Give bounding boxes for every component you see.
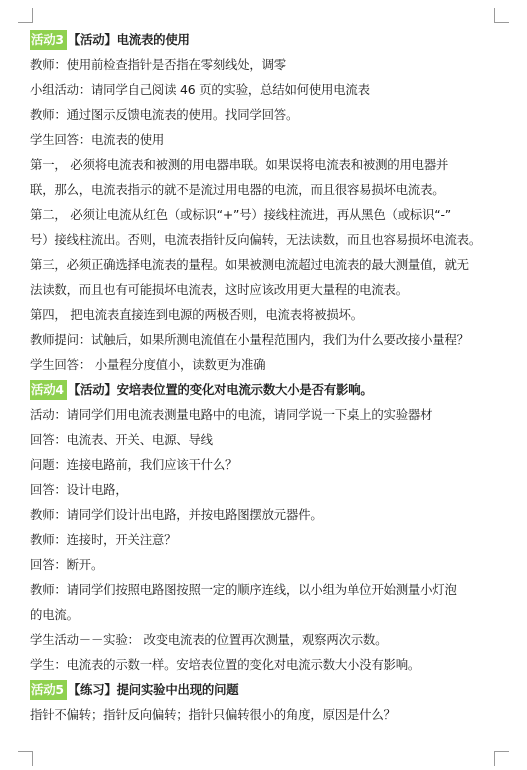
paragraph-line: 指针不偏转；指针反向偏转；指针只偏转很小的角度，原因是什么？ xyxy=(30,707,396,722)
activity-tag: 活动5 xyxy=(30,680,67,700)
paragraph-line: 的电流。 xyxy=(30,607,79,622)
paragraph-line: 教师：通过图示反馈电流表的使用。找同学回答。 xyxy=(30,107,299,122)
paragraph-line: 第二， 必须让电流从红色（或标识“+”号）接线柱流进，再从黑色（或标识“-” xyxy=(30,207,451,222)
paragraph-line: 教师：连接时，开关注意？ xyxy=(30,532,177,547)
paragraph-line: 教师：请同学们设计出电路，并按电路图摆放元器件。 xyxy=(30,507,323,522)
paragraph-line: 学生回答：电流表的使用 xyxy=(30,132,165,147)
paragraph-line: 问题：连接电路前，我们应该干什么？ xyxy=(30,457,238,472)
document-body xyxy=(30,27,505,727)
paragraph-line: 学生活动－－实验： 改变电流表的位置再次测量，观察两次示数。 xyxy=(30,632,388,647)
page-corner-mark xyxy=(494,751,509,766)
paragraph-line: 教师：使用前检查指针是否指在零刻线处，调零 xyxy=(30,57,287,72)
section-title: 【活动】电流表的使用 xyxy=(67,32,190,47)
paragraph-line: 回答：断开。 xyxy=(30,557,104,572)
section-heading xyxy=(30,377,505,402)
paragraph-line: 回答：设计电路， xyxy=(30,482,128,497)
section-heading xyxy=(30,677,505,702)
page-corner-mark xyxy=(18,751,33,766)
paragraph-line: 教师提问：试触后，如果所测电流值在小量程范围内，我们为什么要改接小量程？ xyxy=(30,332,469,347)
paragraph-line: 学生：电流表的示数一样。安培表位置的变化对电流示数大小没有影响。 xyxy=(30,657,421,672)
paragraph-line: 学生回答： 小量程分度值小，读数更为准确 xyxy=(30,357,266,372)
activity-tag: 活动4 xyxy=(30,380,67,400)
paragraph-line: 第四， 把电流表直接连到电源的两极否则，电流表将被损坏。 xyxy=(30,307,363,322)
section-heading xyxy=(30,27,505,52)
paragraph-line: 第一， 必须将电流表和被测的用电器串联。如果误将电流表和被测的用电器并 xyxy=(30,157,449,172)
paragraph-line: 小组活动：请同学自己阅读 46 页的实验，总结如何使用电流表 xyxy=(30,82,370,97)
paragraph-line: 法读数，而且也有可能损坏电流表，这时应该改用更大量程的电流表。 xyxy=(30,282,408,297)
paragraph-line: 教师：请同学们按照电路图按照一定的顺序连线，以小组为单位开始测量小灯泡 xyxy=(30,582,457,597)
paragraph-line: 号）接线柱流出。否则，电流表指针反向偏转，无法读数，而且也容易损坏电流表。 xyxy=(30,232,482,247)
paragraph-line: 联，那么，电流表指示的就不是流过用电器的电流，而且很容易损坏电流表。 xyxy=(30,182,445,197)
section-title: 【活动】安培表位置的变化对电流示数大小是否有影响。 xyxy=(67,382,373,397)
section-title: 【练习】提问实验中出现的问题 xyxy=(67,682,239,697)
activity-tag: 活动3 xyxy=(30,30,67,50)
page-corner-mark xyxy=(494,8,509,23)
page-corner-mark xyxy=(18,8,33,23)
paragraph-line: 回答：电流表、开关、电源、导线 xyxy=(30,432,213,447)
paragraph-line: 第三，必须正确选择电流表的量程。如果被测电流超过电流表的最大测量值，就无 xyxy=(30,257,469,272)
paragraph-line: 活动：请同学们用电流表测量电路中的电流，请同学说一下桌上的实验器材 xyxy=(30,407,433,422)
